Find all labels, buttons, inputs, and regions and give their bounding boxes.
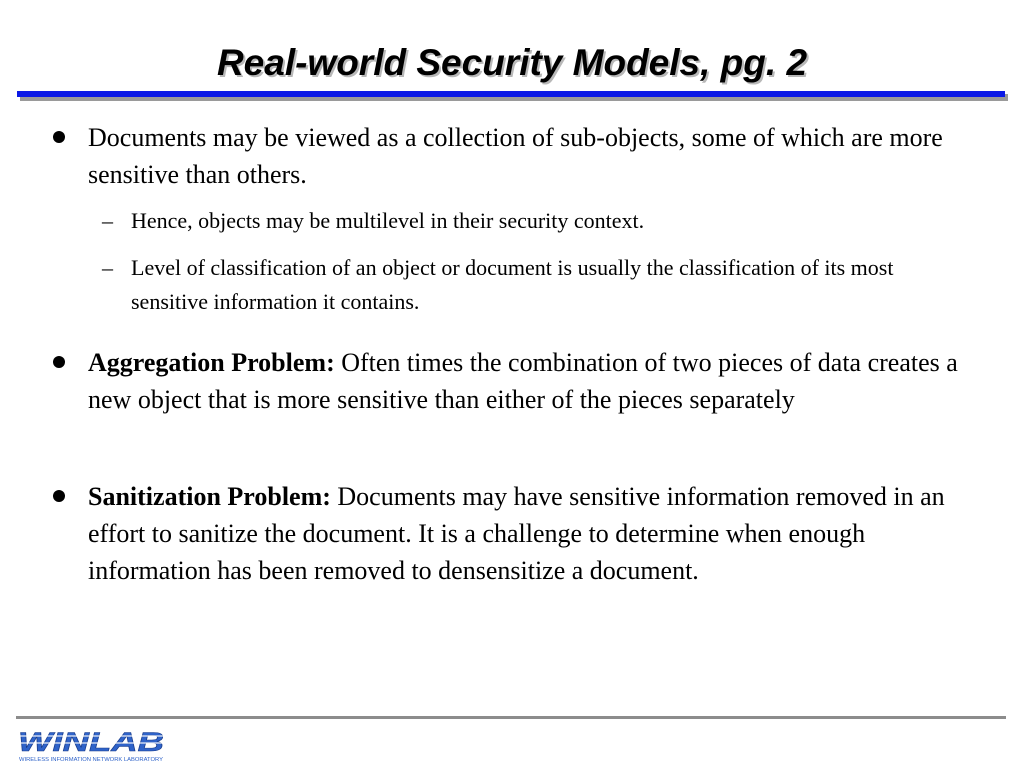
subbullet-1-text: Hence, objects may be multilevel in their security context. — [131, 208, 645, 233]
footer-rule — [16, 716, 1006, 719]
bullet-2-text: Often times the combination of two pieces of data creates a new object that is more sensitive than either of the pieces separately — [88, 348, 958, 414]
bullet-marker — [53, 131, 65, 143]
logo-wordmark: WINLAB — [18, 727, 164, 757]
bullet-2 — [88, 344, 978, 418]
subbullet-marker: – — [102, 208, 113, 233]
bullet-1-text: Documents may be viewed as a collection of sub-objects, some of which are more sensitive than others. — [88, 123, 943, 189]
logo-subtext: WIRELESS INFORMATION NETWORK LABORATORY — [19, 757, 164, 763]
bullet-3-text: Documents may have sensitive information removed in an effort to sanitize the document. It is a challenge to determine when enough information has been removed to densensitize a document. — [88, 482, 945, 585]
title-rule — [17, 91, 1005, 97]
subbullet-marker: – — [102, 255, 113, 280]
bullet-3 — [88, 478, 978, 589]
slide-title: Real-world Security Models, pg. 2 — [216, 42, 808, 83]
winlab-logo — [16, 724, 168, 764]
bullet-2-heading: Aggregation Problem: — [88, 348, 335, 377]
bullet-marker — [53, 490, 65, 502]
bullet-3-heading: Sanitization Problem: — [88, 482, 331, 511]
bullet-marker — [53, 356, 65, 368]
subbullet-2-text: Level of classification of an object or document is usually the classification of its most sensitive information it contains. — [131, 255, 894, 314]
